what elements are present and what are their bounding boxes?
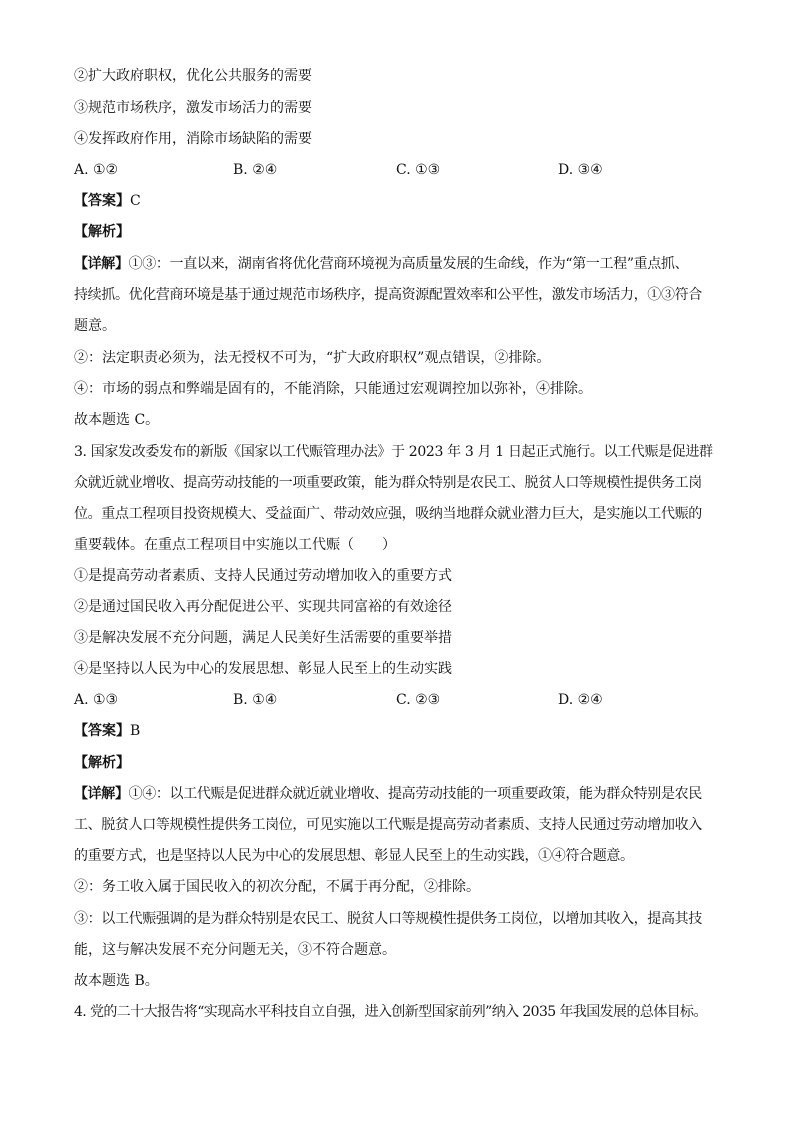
q3-note-1: ②：务工收入属于国民收入的初次分配，不属于再分配，②排除。 — [74, 879, 480, 895]
q3-conclusion: 故本题选 B。 — [74, 973, 159, 989]
q3-answer — [74, 722, 734, 740]
q3-stem-line-1: 3. 国家发改委发布的新版《国家以工代赈管理办法》于 2023 年 3 月 1 日起正式施行。以工代赈是促进群 — [74, 444, 713, 460]
q2-detail-text: ①③：一直以来，湖南省将优化营商环境视为高质量发展的生命线，作为“第一工程”重点抓、 — [128, 256, 689, 272]
q2-answer-label: 【答案】 — [74, 193, 130, 209]
q3-item-4: ④是坚持以人民为中心的发展思想、彰显人民至上的生动实践 — [74, 661, 452, 677]
q3-detail-label: 【详解】 — [74, 786, 129, 802]
q2-note-1: ②：法定职责必须为，法无授权不可为，“扩大政府职权”观点错误，②排除。 — [74, 350, 551, 366]
q2-answer-value: C — [130, 193, 141, 209]
q2-conclusion: 故本题选 C。 — [74, 412, 160, 428]
q3-detail-text: ①④：以工代赈是促进群众就近就业增收、提高劳动技能的一项重要政策，能为群众特别是农民 — [128, 786, 702, 802]
q2-item-4: ④发挥政府作用，消除市场缺陷的需要 — [74, 131, 312, 147]
q2-option-d: D. ③④ — [558, 162, 603, 178]
q2-option-c: C. ①③ — [396, 162, 441, 178]
q3-stem-line-2: 众就近就业增收、提高劳动技能的一项重要政策，能为群众特别是农民工、脱贫人口等规模性提供务工岗 — [74, 475, 702, 491]
q3-detail-line-1 — [74, 785, 734, 803]
q2-detail-line-1 — [74, 255, 734, 273]
q3-item-2: ②是通过国民收入再分配促进公平、实现共同富裕的有效途径 — [74, 599, 452, 615]
q3-option-c: C. ②③ — [396, 692, 441, 708]
q3-stem-line-3: 位。重点工程项目投资规模大、受益面广、带动效应强，吸纳当地群众就业潜力巨大，是实施以工代赈的 — [74, 506, 702, 522]
q2-analysis-label: 【解析】 — [74, 224, 130, 240]
q3-option-d: D. ②④ — [558, 692, 603, 708]
q3-detail-line-3: 的重要方式，也是坚持以人民为中心的发展思想、彰显人民至上的生动实践，①④符合题意。 — [74, 848, 634, 864]
q2-item-2: ②扩大政府职权，优化公共服务的需要 — [74, 68, 312, 84]
q2-item-3: ③规范市场秩序，激发市场活力的需要 — [74, 100, 312, 116]
q3-note-3: 能，这与解决发展不充分问题无关，③不符合题意。 — [74, 942, 396, 958]
q3-answer-value: B — [130, 723, 141, 739]
q3-answer-label: 【答案】 — [74, 723, 130, 739]
q3-detail-line-2: 工、脱贫人口等规模性提供务工岗位，可见实施以工代赈是提高劳动者素质、支持人民通过劳动增加收入 — [74, 817, 702, 833]
q4-stem-line-1: 4. 党的二十大报告将“实现高水平科技自立自强，进入创新型国家前列”纳入 2035 年我国发展的总体目标。 — [74, 1004, 707, 1020]
q3-analysis-label: 【解析】 — [74, 755, 130, 771]
q3-stem-line-4: 重要载体。在重点工程项目中实施以工代赈（ ） — [74, 537, 396, 553]
q2-option-b: B. ②④ — [233, 162, 278, 178]
q3-item-3: ③是解决发展不充分问题，满足人民美好生活需要的重要举措 — [74, 630, 452, 646]
q3-option-b: B. ①④ — [233, 692, 278, 708]
q3-item-1: ①是提高劳动者素质、支持人民通过劳动增加收入的重要方式 — [74, 568, 452, 584]
q2-option-a: A. ①② — [74, 162, 119, 178]
q3-note-2: ③：以工代赈强调的是为群众特别是农民工、脱贫人口等规模性提供务工岗位，以增加其收入，提高其技 — [74, 911, 702, 927]
q3-option-a: A. ①③ — [74, 692, 119, 708]
q2-detail-line-2: 持续抓。优化营商环境是基于通过规范市场秩序，提高资源配置效率和公平性，激发市场活力，①③符合 — [74, 287, 702, 303]
q2-detail-line-3: 题意。 — [74, 318, 116, 334]
q2-answer — [74, 192, 734, 210]
q2-detail-label: 【详解】 — [74, 256, 129, 272]
q2-note-2: ④：市场的弱点和弊端是固有的，不能消除，只能通过宏观调控加以弥补，④排除。 — [74, 381, 592, 397]
